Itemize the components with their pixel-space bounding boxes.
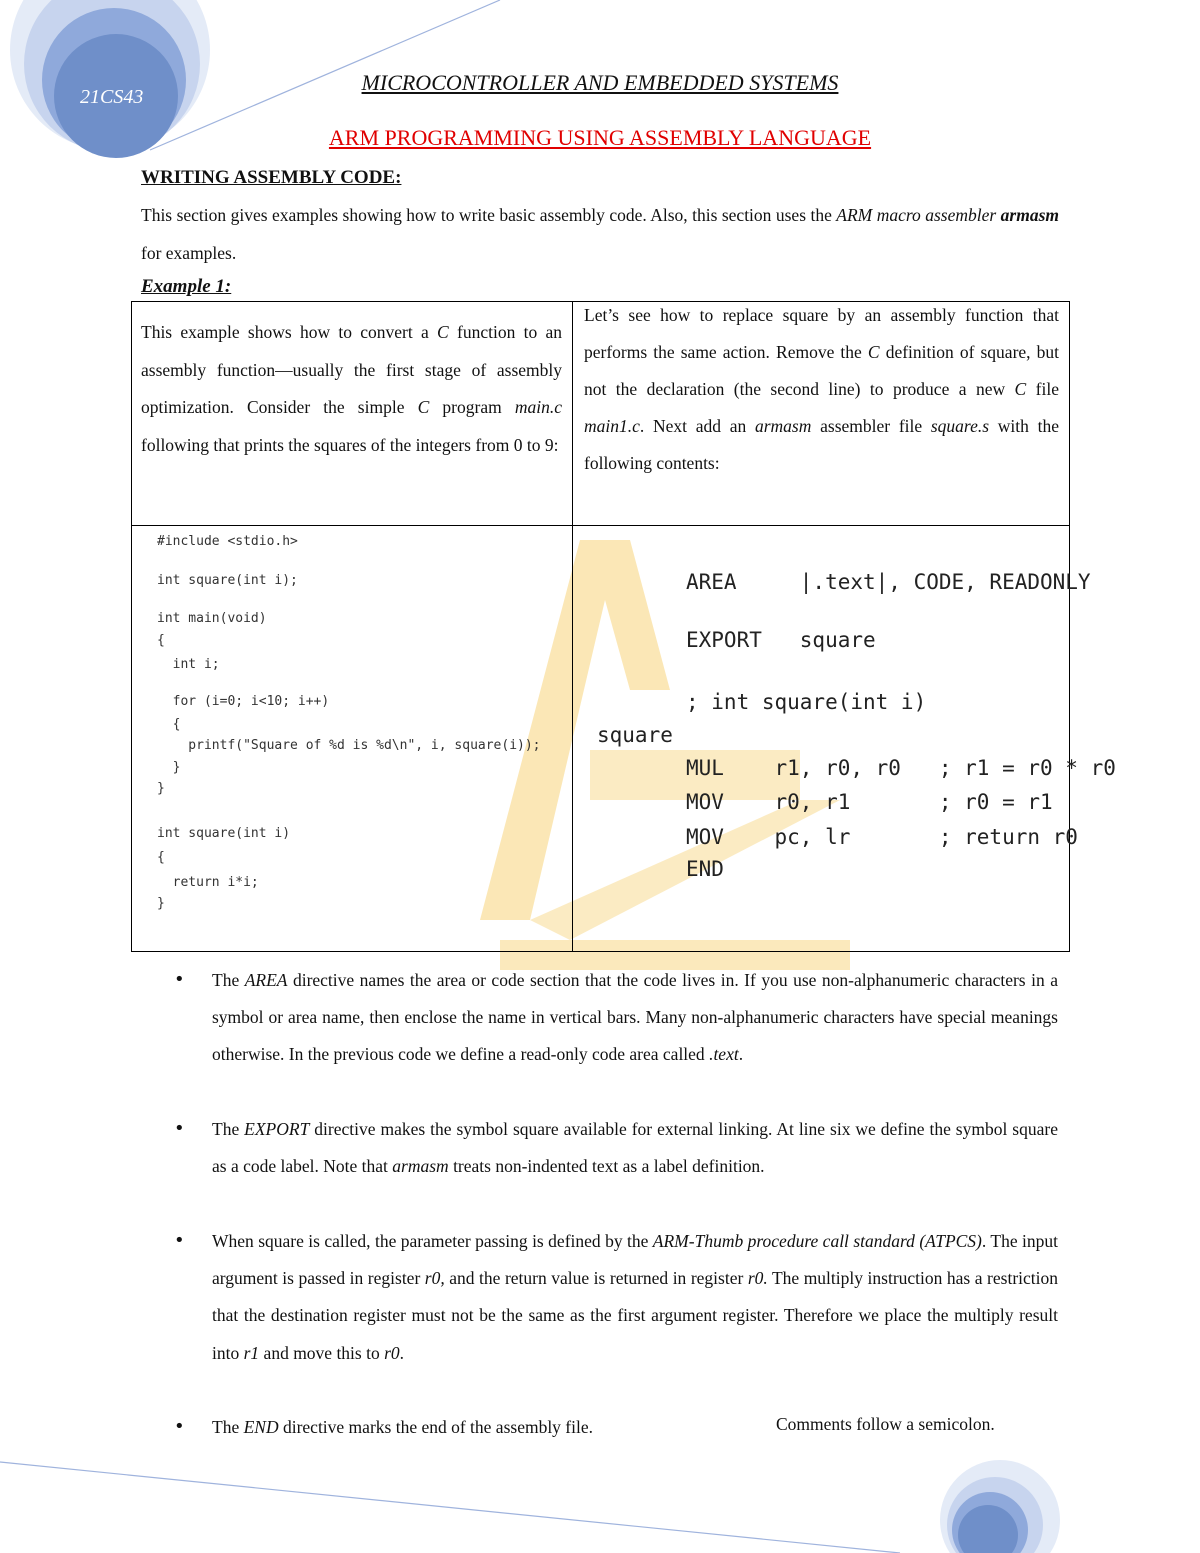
list-item: The AREA directive names the area or code section that the code lives in. If you use non-alphanumeric characters in a symbol or area name, then enclose the name in vertical bars. Many non-alphanumeric characters have special meanings otherwise. In the previous code we define a read-only code area called .text. [212,970,1058,1065]
code-line: { [157,717,181,732]
course-code: 21CS43 [80,86,144,108]
example-label: Example 1: [141,276,232,297]
code-line: int i; [157,657,220,672]
asm-end-line: END [686,857,724,881]
code-line: #include <stdio.h> [157,534,298,549]
asm-label-square: square [597,723,673,747]
page-header-title: MICROCONTROLLER AND EMBEDDED SYSTEMS [361,70,839,95]
table-cell-description-right: Let’s see how to replace square by an assembly function that performs the same action. Remove the C definition of square, but not the declaration (the second line) to produce a new C file main1.c. Next add an armasm assembler file square.s with the following contents: [584,305,1059,473]
code-line: } [157,896,165,911]
code-line: int square(int i) [157,826,291,841]
table-row-divider [131,525,1070,526]
table-column-divider [572,301,573,952]
code-line: return i*i; [157,875,259,890]
code-line: int square(int i); [157,573,298,588]
code-line: for (i=0; i<10; i++) [157,694,330,709]
bullet-icon: • [174,1230,185,1251]
bullet-icon: • [174,969,185,990]
list-item: The END directive marks the end of the assembly file. [212,1417,594,1437]
list-item: The EXPORT directive makes the symbol square available for external linking. At line six we define the symbol square as a code label. Note that armasm treats non-indented text as a label definition. [212,1119,1058,1177]
asm-mul-line: MUL r1, r0, r0 ; r1 = r0 * r0 [686,756,1116,780]
comment-note: Comments follow a semicolon. [776,1414,995,1434]
asm-export-line: EXPORT square [686,628,876,652]
list-item: When square is called, the parameter passing is defined by the ARM-Thumb procedure call standard (ATPCS). The input argument is passed in register r0, and the return value is returned in register r0. The multiply instruction has a restriction that the destination register must not be the same as the first argument register. Therefore we place the multiply result into r1 and move this to r0. [212,1231,1058,1363]
code-line: } [157,760,181,775]
code-line: { [157,633,165,648]
bullet-icon: • [174,1416,185,1437]
intro-paragraph: This section gives examples showing how to write basic assembly code. Also, this section uses the ARM macro assembler armasm for examples. [141,205,1059,263]
bullet-icon: • [174,1118,185,1139]
code-line: { [157,850,165,865]
section-title: ARM PROGRAMMING USING ASSEMBLY LANGUAGE [328,125,872,150]
asm-mov-line: MOV pc, lr ; return r0 [686,825,1078,849]
code-line: int main(void) [157,611,267,626]
asm-area-line: AREA |.text|, CODE, READONLY [686,570,1091,594]
asm-mov-line: MOV r0, r1 ; r0 = r1 [686,790,1053,814]
asm-comment-line: ; int square(int i) [686,690,927,714]
subsection-heading: WRITING ASSEMBLY CODE: [141,167,402,188]
code-line: } [157,781,165,796]
table-cell-description-left: This example shows how to convert a C function to an assembly function—usually the first stage of assembly optimization. Consider the simple C program main.c following that prints the squares of the integers from 0 to 9: [141,322,562,455]
code-line: printf("Square of %d is %d\n", i, square(i)); [157,738,541,753]
